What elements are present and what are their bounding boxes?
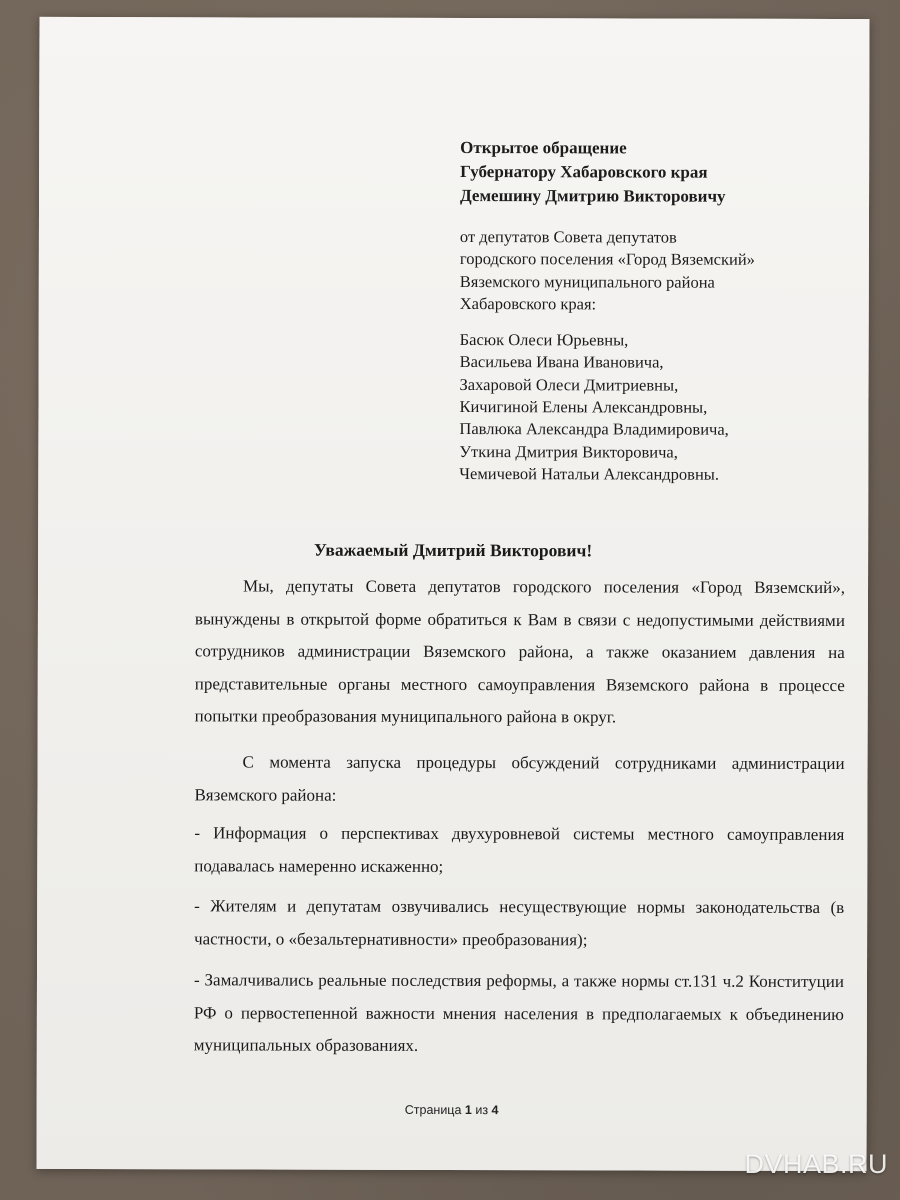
- paragraph-text: - Замалчивались реальные последствия реформы, а также нормы ст.131 ч.2 Конституции РФ о первостепенной важности мнения населения в предполагаемых к объединению муниципальных образованиях.: [193, 970, 845, 1055]
- signatory-name: Чемичевой Натальи Александровны.: [459, 463, 720, 484]
- document-page: [36, 17, 869, 1171]
- sender-line: Хабаровского края:: [459, 293, 597, 314]
- site-watermark: DVHAB.RU: [744, 1149, 888, 1179]
- of-label: из: [475, 1103, 489, 1118]
- sender-line: от депутатов Совета депутатов: [459, 227, 677, 247]
- paragraph-text: - Информация о перспективах двухуровневой системы местного самоуправления подавалась намеренно искаженно;: [194, 823, 845, 876]
- greeting: Уважаемый Дмитрий Викторович!: [313, 539, 593, 561]
- list-item: [194, 890, 844, 957]
- signatory-name: Уткина Дмитрия Викторовича,: [459, 441, 678, 462]
- letter-heading: Открытое обращение: [460, 138, 627, 158]
- body-paragraph: [194, 746, 844, 813]
- page-label: Страница: [404, 1102, 462, 1118]
- signatory-name: Захаровой Олеси Дмитриевны,: [459, 374, 679, 395]
- current-page-number: 1: [464, 1103, 472, 1118]
- signatory-name: Кичигиной Елены Александровны,: [459, 397, 708, 417]
- signatory-name: Васильева Ивана Ивановича,: [459, 352, 664, 373]
- addressee-title: Губернатору Хабаровского края: [460, 162, 708, 182]
- addressee-block: [459, 136, 755, 486]
- total-pages-number: 4: [491, 1103, 499, 1118]
- body-paragraph: [195, 570, 845, 734]
- sender-line: Вяземского муниципального района: [459, 271, 715, 292]
- paragraph-text: Мы, депутаты Совета депутатов городского поселения «Город Вяземский», вынуждены в открытой форме обратиться к Вам в связи с недопустимыми действиями сотрудников администрации Вяземского района, а также оказанием давления на представительные органы местного самоуправления Вяземского района в процессе попытки преобразования муниципального района в округ.: [194, 576, 846, 727]
- list-item: [194, 817, 844, 884]
- paragraph-text: - Жителям и депутатам озвучивались несуществующие нормы законодательства (в частности, о «безальтернативности» преобразования);: [194, 896, 845, 949]
- addressee-name: Демешину Дмитрию Викторовичу: [460, 186, 726, 206]
- page-footer: [37, 1102, 867, 1118]
- signatory-name: Павлюка Александра Владимировича,: [459, 419, 729, 440]
- sender-line: городского поселения «Город Вяземский»: [459, 249, 755, 270]
- signatory-name: Басюк Олеси Юрьевны,: [459, 330, 629, 350]
- list-item: [194, 964, 844, 1063]
- paragraph-text: С момента запуска процедуры обсуждений сотрудниками администрации Вяземского района:: [194, 752, 845, 805]
